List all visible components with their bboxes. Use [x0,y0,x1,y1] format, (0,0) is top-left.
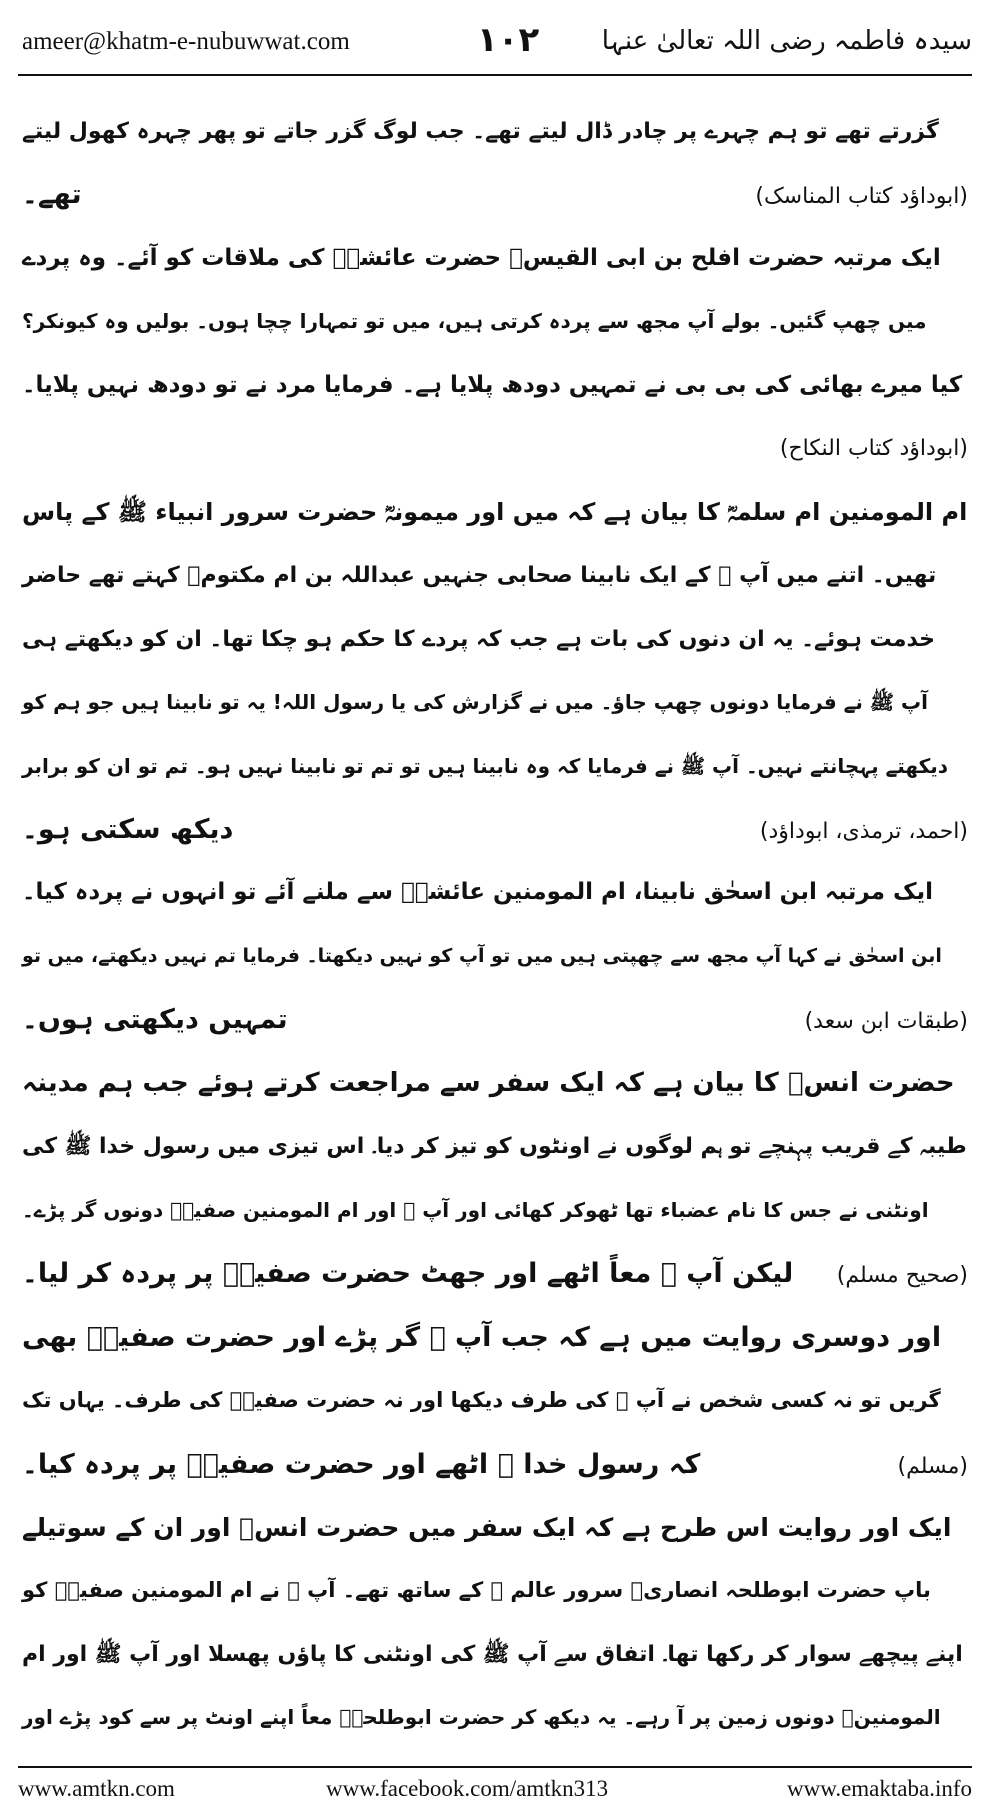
line-text: اور دوسری روایت میں ہے کہ جب آپ ﷺ گر پڑے اور حضرت صفیہؓ بھی [22,1321,942,1353]
citation-ref: (مسلم) [897,1453,968,1479]
header-rule [18,74,972,76]
line-text: ابن اسحٰق نے کہا آپ مجھ سے چھپتی ہیں میں تو آپ کو نہیں دیکھتا۔ فرمایا تم نہیں دیکھتے، میں تو [22,944,942,967]
line-text: خدمت ہوئے۔ یہ ان دنوں کی بات ہے جب کہ پردے کا حکم ہو چکا تھا۔ ان کو دیکھتے ہی [22,626,936,652]
text-line [22,1179,968,1242]
footer-link-emaktaba[interactable]: www.emaktaba.info [787,1776,972,1801]
text-line [22,988,968,1051]
text-line [22,861,968,924]
line-text: اونٹنی نے جس کا نام عضباء تھا ٹھوکر کھائی اور آپ ﷺ اور ام المومنین صفیہؓ دونوں گر پڑے۔ [22,1197,929,1222]
line-text: لیکن آپ ﷺ معاً اٹھے اور جھٹ حضرت صفیہؓ پر پردہ کر لیا۔ [22,1258,794,1290]
page-footer [18,1772,972,1808]
line-text: دیکھتے پہچانتے نہیں۔ آپ ﷺ نے فرمایا کہ وہ نابینا ہیں تو تم تو نابینا نہیں ہو۔ تم تو ان کو برابر [22,753,949,778]
line-text: ایک مرتبہ ابن اسحٰق نابینا، ام المومنین عائشہؓ سے ملنے آئے تو انہوں نے پردہ کیا۔ [22,879,934,906]
text-line [22,1559,968,1622]
text-line [22,1115,968,1178]
page-header [22,14,972,74]
line-text: طیبہ کے قریب پہنچے تو ہم لوگوں نے اونٹوں کو تیز کر دیا۔ اس تیزی میں رسول خدا ﷺ کی [22,1134,967,1160]
line-text: دیکھ سکتی ہو۔ [22,813,234,845]
line-text: تھے۔ [22,179,82,211]
page-number: ۱۰۲ [477,20,540,60]
text-line [22,544,968,607]
line-text: کیا میرے بھائی کی بی بی نے تمہیں دودھ پلایا ہے۔ فرمایا مرد نے تو دودھ نہیں پلایا۔ [22,371,963,398]
line-text: آپ ﷺ نے فرمایا دونوں چھپ جاؤ۔ میں نے گزارش کی یا رسول اللہ! یہ تو نابینا ہیں جو ہم کو [22,690,928,715]
text-line [22,1242,968,1305]
line-text: میں چھپ گئیں۔ بولے آپ مجھ سے پردہ کرتی ہیں، میں تو تمہارا چچا ہوں۔ بولیں وہ کیونکر؟ [22,309,927,334]
text-line [22,1686,968,1749]
text-line [22,100,968,163]
text-line [22,163,968,226]
text-line [22,354,968,417]
citation-ref: (احمد، ترمذی، ابوداؤد) [759,818,968,844]
citation-ref: (طبقات ابن سعد) [804,1009,968,1035]
line-text: باپ حضرت ابوطلحہ انصاریؓ سرور عالم ﷺ کے ساتھ تھے۔ آپ ﷺ نے ام المومنین صفیہؓ کو [22,1578,931,1603]
text-line [22,481,968,544]
line-text: ایک اور روایت اس طرح ہے کہ ایک سفر میں حضرت انسؓ اور ان کے سوتیلے [22,1512,952,1542]
footer-link-amtkn[interactable]: www.amtkn.com [18,1776,175,1801]
citation-ref: (ابوداؤد کتاب النکاح) [779,436,968,462]
text-line [22,608,968,671]
text-line [22,1496,968,1559]
line-text: المومنینؓ دونوں زمین پر آ رہے۔ یہ دیکھ کر حضرت ابوطلحہؓ معاً اپنے اونٹ پر سے کود پڑے اور [22,1705,941,1730]
text-line [22,671,968,734]
text-line [22,417,968,480]
footer-rule [18,1766,972,1768]
page-body [22,100,968,1750]
line-text: گریں تو نہ کسی شخص نے آپ ﷺ کی طرف دیکھا اور نہ حضرت صفیہؓ کی طرف۔ یہاں تک [22,1388,941,1413]
text-line [22,735,968,798]
line-text: کہ رسول خدا ﷺ اٹھے اور حضرت صفیہؓ پر پردہ کیا۔ [22,1448,701,1480]
citation-ref: (ابوداؤد کتاب المناسک) [755,184,968,210]
text-line [22,798,968,861]
text-line [22,1623,968,1686]
text-line [22,1369,968,1432]
running-title: سیدہ فاطمہ رضی اللہ تعالیٰ عنہا [601,26,972,56]
line-text: تمہیں دیکھتی ہوں۔ [22,1004,288,1036]
text-line [22,290,968,353]
header-email[interactable]: ameer@khatm-e-nubuwwat.com [22,28,350,55]
line-text: ایک مرتبہ حضرت افلح بن ابی القیسؓ حضرت عائشہؓ کی ملاقات کو آئے۔ وہ پردے [22,244,941,271]
text-line [22,1433,968,1496]
line-text: تھیں۔ اتنے میں آپ ﷺ کے ایک نابینا صحابی جنہیں عبداللہ بن ام مکتومؓ کہتے تھے حاضر [22,563,937,589]
text-line [22,227,968,290]
line-text: گزرتے تھے تو ہم چہرے پر چادر ڈال لیتے تھے۔ جب لوگ گزر جاتے تو پھر چہرہ کھول لیتے [22,119,939,144]
line-text: حضرت انسؓ کا بیان ہے کہ ایک سفر سے مراجعت کرتے ہوئے جب ہم مدینہ [22,1067,955,1098]
footer-link-facebook[interactable]: www.facebook.com/amtkn313 [326,1776,609,1801]
line-text: ام المومنین ام سلمہؓ کا بیان ہے کہ میں اور میمونہؓ حضرت سرور انبیاء ﷺ کے پاس [22,497,968,526]
text-line [22,1052,968,1115]
citation-ref: (صحیح مسلم) [836,1263,968,1289]
line-text: اپنے پیچھے سوار کر رکھا تھا۔ اتفاق سے آپ ﷺ کی اونٹنی کا پاؤں پھسلا اور آپ ﷺ اور ام [22,1641,963,1667]
text-line [22,925,968,988]
text-line [22,1306,968,1369]
